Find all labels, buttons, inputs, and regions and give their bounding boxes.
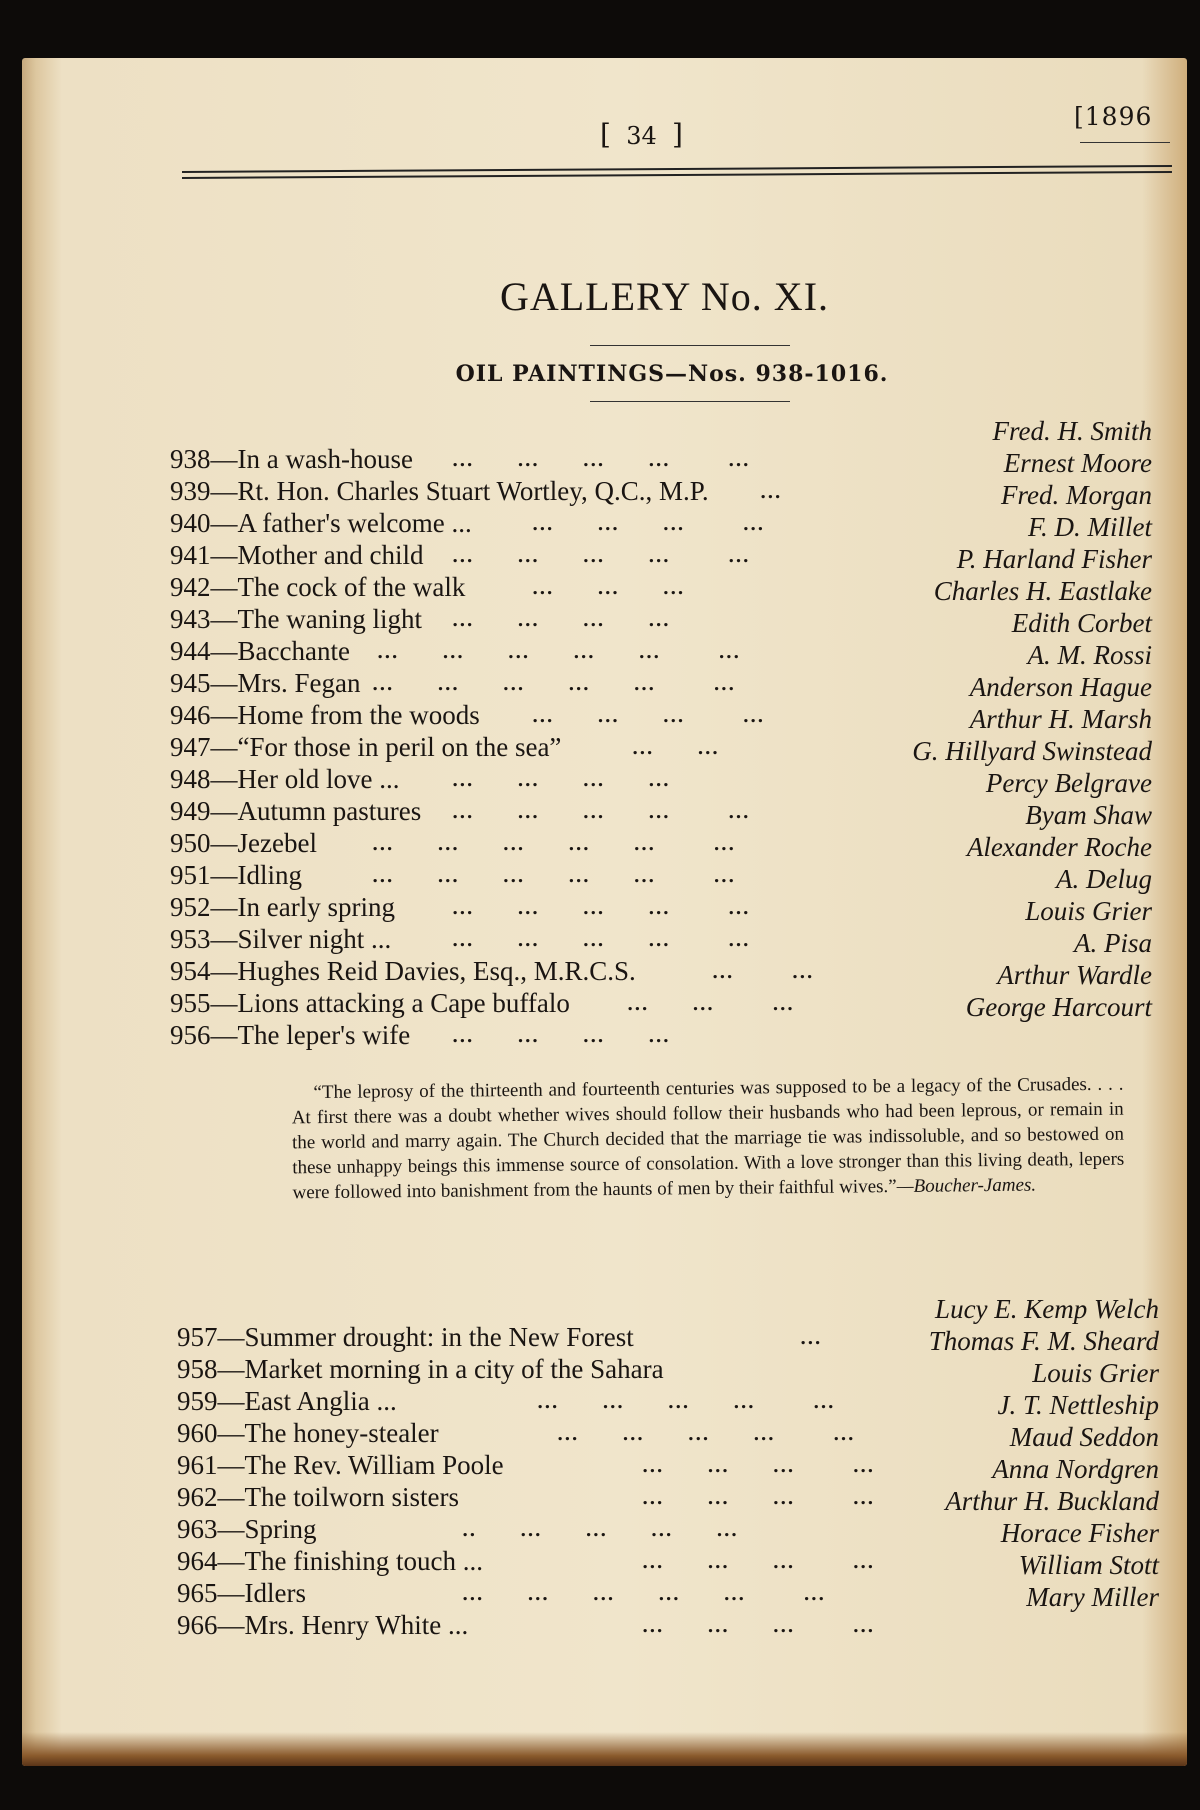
section-title: GALLERY No. XI.: [499, 274, 830, 319]
entry-artist: A. Delug: [1056, 864, 1152, 894]
entry-title: 939—Rt. Hon. Charles Stuart Wortley, Q.C., M.P.: [170, 476, 709, 506]
leader-dots: ... ... ... ...: [532, 706, 765, 727]
leader-dots: ... ... ... ...: [452, 1026, 670, 1047]
leader-dots: ... ... ... ... ... ...: [462, 1584, 826, 1605]
entry-artist: Maud Seddon: [1009, 1422, 1159, 1452]
leader-dots: ... ... ... ...: [642, 1552, 875, 1573]
entry-artist: Louis Grier: [1032, 1358, 1159, 1388]
leader-dots: ...: [760, 482, 782, 503]
title-rule: [590, 345, 790, 346]
year-underline: [1080, 142, 1170, 143]
entry-title: 950—Jezebel: [170, 828, 317, 858]
entry-title: 941—Mother and child: [170, 540, 424, 570]
quotation-citation: —Boucher-James.: [896, 1174, 1037, 1198]
leader-dots: ... ... ... ... ...: [452, 450, 750, 471]
page-number: [ 34 ]: [600, 118, 683, 151]
entry-title: 951—Idling: [170, 860, 302, 890]
entry-title: 943—The waning light: [170, 604, 422, 634]
entry-artist: Charles H. Eastlake: [933, 576, 1152, 606]
leader-dots: ... ... ... ... ... ...: [372, 834, 736, 855]
entry-artist: P. Harland Fisher: [956, 544, 1152, 574]
entry-title: 947—“For those in peril on the sea”: [170, 732, 562, 762]
entry-artist: Lucy E. Kemp Welch: [935, 1294, 1159, 1324]
entry-title: 955—Lions attacking a Cape buffalo: [170, 988, 570, 1018]
leader-dots: ... ... ... ...: [642, 1616, 875, 1637]
leader-dots: ... ... ... ... ...: [557, 1424, 855, 1445]
entry-title: 944—Bacchante: [170, 636, 350, 666]
entry-artist: F. D. Millet: [1028, 512, 1152, 542]
leader-dots: ... ... ...: [532, 578, 685, 599]
entry-artist: Louis Grier: [1025, 896, 1152, 926]
entry-title: 938—In a wash-house: [170, 444, 413, 474]
page-number-text: 34: [626, 122, 657, 150]
leader-dots: ... ... ... ...: [642, 1456, 875, 1477]
leader-dots: ... ... ... ...: [532, 514, 765, 535]
leader-dots: ... ... ... ... ... ...: [372, 674, 736, 695]
entry-artist: Mary Miller: [1026, 1582, 1159, 1612]
entry-artist: Horace Fisher: [1000, 1518, 1159, 1548]
entry-artist: J. T. Nettleship: [997, 1390, 1159, 1420]
entry-artist: Edith Corbet: [1011, 608, 1152, 638]
quotation-text: “The leprosy of the thirteenth and fourteenth centuries was supposed to be a legacy of the Crusades. . . . At first there was a doubt whether wives should follow their husbands who had been leprous, or remain in the world and marry again. The Church decided that the marriage tie was indissoluble, and so bestowed on these unhappy beings this immense source of consolation. With a love stronger than this living death, lepers were followed into banishment from the haunts of men by their faithful wives.”: [291, 1073, 1125, 1204]
leader-dots: ... ... ... ... ...: [452, 802, 750, 823]
entry-title: 942—The cock of the walk: [170, 572, 466, 602]
entry-title: 965—Idlers: [177, 1578, 306, 1608]
entry-title: 952—In early spring: [170, 892, 395, 922]
leader-dots: ... ...: [712, 962, 814, 983]
page-content: [22, 58, 1187, 1766]
entry-title: 953—Silver night ...: [170, 924, 392, 954]
entry-artist: Arthur H. Marsh: [969, 704, 1152, 734]
entry-artist: A. M. Rossi: [1027, 640, 1152, 670]
entry-title: 959—East Anglia ...: [177, 1386, 397, 1416]
entry-title: 958—Market morning in a city of the Sahara: [177, 1354, 664, 1384]
entry-title: 954—Hughes Reid Davies, Esq., M.R.C.S.: [170, 956, 636, 986]
leader-dots: ... ... ... ... ... ...: [377, 642, 741, 663]
entry-title: 966—Mrs. Henry White ...: [177, 1610, 469, 1640]
leader-dots: ... ... ... ...: [452, 610, 670, 631]
entry-artist: Ernest Moore: [1003, 448, 1152, 478]
entry-artist: Anderson Hague: [969, 672, 1152, 702]
entry-artist: Byam Shaw: [1025, 800, 1152, 830]
leader-dots: ... ... ...: [627, 994, 795, 1015]
leader-dots: ... ... ... ...: [642, 1488, 875, 1509]
entry-artist: George Harcourt: [965, 992, 1152, 1022]
entry-title: 946—Home from the woods: [170, 700, 480, 730]
entry-title: 962—The toilworn sisters: [177, 1482, 459, 1512]
entry-title: 963—Spring: [177, 1514, 317, 1544]
entry-title: 964—The finishing touch ...: [177, 1546, 483, 1576]
entry-artist: Anna Nordgren: [992, 1454, 1159, 1484]
year-label: [1896: [1074, 102, 1153, 131]
subtitle-rule: [590, 401, 790, 402]
entry-title: 949—Autumn pastures: [170, 796, 422, 826]
section-subtitle: OIL PAINTINGS—Nos. 938-1016.: [455, 361, 889, 387]
entry-artist: Percy Belgrave: [985, 768, 1152, 798]
entry-artist: Arthur Wardle: [997, 960, 1152, 990]
entry-artist: Alexander Roche: [966, 832, 1152, 862]
quotation-block: [291, 1072, 1124, 1206]
entry-artist: Fred. H. Smith: [992, 416, 1152, 446]
leader-dots: ...: [800, 1328, 822, 1349]
leader-dots: ... ...: [632, 738, 720, 759]
entry-artist: A. Pisa: [1074, 928, 1152, 958]
leader-dots: ... ... ... ... ...: [537, 1392, 835, 1413]
leader-dots: ... ... ... ... ...: [452, 546, 750, 567]
entry-title: 945—Mrs. Fegan: [170, 668, 361, 698]
entry-artist: Fred. Morgan: [1001, 480, 1152, 510]
leader-dots: ... ... ... ...: [452, 770, 670, 791]
header-rule-double: [182, 171, 1172, 179]
leader-dots: .. ... ... ... ...: [462, 1520, 739, 1541]
entry-artist: Thomas F. M. Sheard: [928, 1326, 1159, 1356]
entry-artist: William Stott: [1018, 1550, 1159, 1580]
entry-title: 940—A father's welcome ...: [170, 508, 472, 538]
book-page: [22, 58, 1187, 1766]
leader-dots: ... ... ... ... ... ...: [372, 866, 736, 887]
entry-title: 948—Her old love ...: [170, 764, 400, 794]
entry-artist: Arthur H. Buckland: [945, 1486, 1159, 1516]
entry-title: 956—The leper's wife: [170, 1020, 411, 1050]
entry-title: 957—Summer drought: in the New Forest: [177, 1322, 634, 1352]
leader-dots: ... ... ... ... ...: [452, 930, 750, 951]
entry-title: 961—The Rev. William Poole: [177, 1450, 504, 1480]
page-edge-shadow: [22, 1732, 1187, 1766]
entry-artist: G. Hillyard Swinstead: [912, 736, 1152, 766]
entry-title: 960—The honey-stealer: [177, 1418, 439, 1448]
leader-dots: ... ... ... ... ...: [452, 898, 750, 919]
